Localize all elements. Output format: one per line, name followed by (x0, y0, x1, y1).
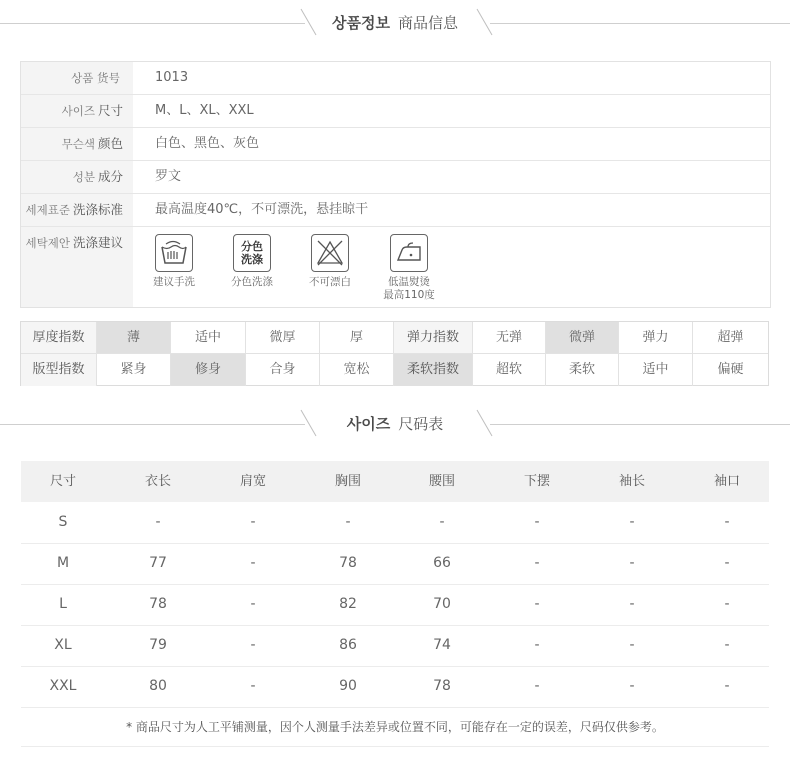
info-value: 1013 (155, 70, 189, 85)
attribute-option: 柔软 (546, 354, 619, 386)
size-table-cell: - (155, 514, 161, 530)
info-label: 세제표준 洗涤标准 (21, 194, 133, 226)
size-table-header-cell: 肩宽 (239, 474, 266, 489)
attribute-label: 厚度指数 (21, 322, 97, 354)
info-row-color (21, 128, 770, 161)
attribute-label: 柔软指数 (394, 354, 473, 386)
info-row-material (21, 161, 770, 194)
size-table-cell: - (250, 596, 256, 612)
size-table-cell: L (59, 596, 67, 612)
attribute-option: 厚 (320, 322, 394, 354)
care-caption-sub: 最高110度 (383, 289, 435, 301)
size-table-cell: - (534, 637, 540, 653)
size-table-cell: - (629, 637, 635, 653)
attribute-option: 适中 (171, 322, 246, 354)
care-caption: 建议手洗 (153, 276, 195, 288)
size-table-cell: - (534, 514, 540, 530)
info-label: 무슨색 颜色 (21, 128, 133, 160)
attribute-option: 超弹 (693, 322, 768, 354)
product-info-section-title (0, 3, 790, 43)
size-table-cell: - (629, 678, 635, 694)
attribute-option: 修身 (171, 354, 246, 386)
color-separate-wash-icon: 分色 洗涤 (233, 234, 271, 272)
no-bleach-icon (311, 234, 349, 272)
size-table-cell: M (56, 555, 70, 571)
size-table-header-cell: 袖长 (618, 474, 645, 489)
size-table-cell: S (58, 514, 68, 530)
section-title-chinese: 商品信息 (397, 14, 458, 32)
info-label: 세탁제안 洗涤建议 (21, 227, 133, 307)
size-table-cell: - (250, 637, 256, 653)
size-table-cell: 80 (149, 678, 167, 694)
attribute-label: 弹力指数 (394, 322, 473, 354)
info-row-item-number (21, 62, 770, 95)
info-value: 罗文 (155, 169, 182, 184)
care-item-no-bleach (302, 234, 358, 289)
size-table-cell: 86 (339, 637, 357, 653)
attribute-option: 适中 (619, 354, 693, 386)
size-table-cell: - (345, 514, 351, 530)
size-table-header-cell: 下摆 (523, 474, 550, 489)
size-table-cell: - (724, 678, 730, 694)
hand-wash-icon (155, 234, 193, 272)
size-table-cell: 79 (149, 637, 167, 653)
size-table-cell: - (250, 514, 256, 530)
info-label: 성분 成分 (21, 161, 133, 193)
product-info-box (20, 61, 771, 308)
attribute-option: 紧身 (97, 354, 171, 386)
size-table-row (21, 502, 769, 544)
size-chart-note: * 商品尺寸为人工平铺测量，因个人测量手法差异或位置不同，可能存在一定的误差，尺码仅供参考。 (21, 708, 769, 747)
size-chart-section-title (0, 404, 790, 444)
size-table-cell: - (724, 637, 730, 653)
info-label: 상품 货号 (21, 62, 133, 94)
fabric-attribute-table (20, 321, 769, 386)
size-table-header-cell: 袖口 (713, 474, 740, 489)
attribute-option: 弹力 (619, 322, 693, 354)
size-table-cell: 78 (149, 596, 167, 612)
size-table-header-cell: 胸围 (334, 474, 361, 489)
info-label: 사이즈 尺寸 (21, 95, 133, 127)
care-caption: 分色洗涤 (231, 276, 273, 288)
size-table-cell: - (629, 555, 635, 571)
size-table-cell: - (534, 555, 540, 571)
size-table-cell: - (534, 596, 540, 612)
care-item-color-separate (224, 234, 280, 289)
attribute-option: 无弹 (473, 322, 546, 354)
size-table-cell: 78 (339, 555, 357, 571)
info-row-wash-advice (21, 227, 770, 307)
size-table-header-cell: 腰围 (428, 474, 455, 489)
size-table-cell: - (250, 678, 256, 694)
info-row-wash-standard (21, 194, 770, 227)
care-caption: 不可漂白 (309, 276, 351, 288)
info-value: 白色、黑色、灰色 (155, 136, 260, 151)
info-value: 最高温度40℃，不可漂洗，悬挂晾干 (155, 202, 369, 217)
attribute-option: 合身 (246, 354, 320, 386)
size-table-cell: XL (54, 637, 72, 653)
size-table-header (21, 461, 769, 502)
size-table-row (21, 584, 769, 626)
size-table-row (21, 543, 769, 585)
section-title-korean: 사이즈 (346, 415, 391, 433)
care-item-low-iron (376, 234, 442, 302)
size-table-cell: 77 (149, 555, 167, 571)
size-table-cell: 70 (433, 596, 451, 612)
info-row-size (21, 95, 770, 128)
attribute-option: 宽松 (320, 354, 394, 386)
size-table-header-cell: 衣长 (144, 474, 171, 489)
size-table-cell: - (629, 514, 635, 530)
size-table-cell: 66 (433, 555, 451, 571)
size-table-cell: - (724, 514, 730, 530)
size-table-cell: - (534, 678, 540, 694)
attribute-option: 微厚 (246, 322, 320, 354)
section-title-chinese: 尺码表 (398, 415, 444, 433)
low-iron-icon (390, 234, 428, 272)
size-table-cell: 78 (433, 678, 451, 694)
care-item-hand-wash (146, 234, 202, 289)
attribute-option: 微弹 (546, 322, 619, 354)
size-table-cell: - (629, 596, 635, 612)
size-table-cell: 90 (339, 678, 357, 694)
size-table-cell: - (724, 596, 730, 612)
attribute-option: 偏硬 (717, 362, 744, 377)
info-value: M、L、XL、XXL (155, 103, 254, 118)
size-table-header-cell: 尺寸 (49, 474, 76, 489)
size-table-cell: 82 (339, 596, 357, 612)
size-table-row (21, 666, 769, 708)
attribute-option: 薄 (97, 322, 171, 354)
section-title-korean: 상품정보 (332, 14, 390, 32)
size-table-cell: XXL (49, 678, 77, 694)
size-table-cell: - (724, 555, 730, 571)
size-table-cell: - (250, 555, 256, 571)
size-table-row (21, 625, 769, 667)
care-caption: 低温熨烫 (388, 276, 430, 288)
size-table-cell: - (439, 514, 445, 530)
attribute-option: 超软 (473, 354, 546, 386)
size-table-cell: 74 (433, 637, 451, 653)
attribute-label: 版型指数 (21, 354, 97, 386)
